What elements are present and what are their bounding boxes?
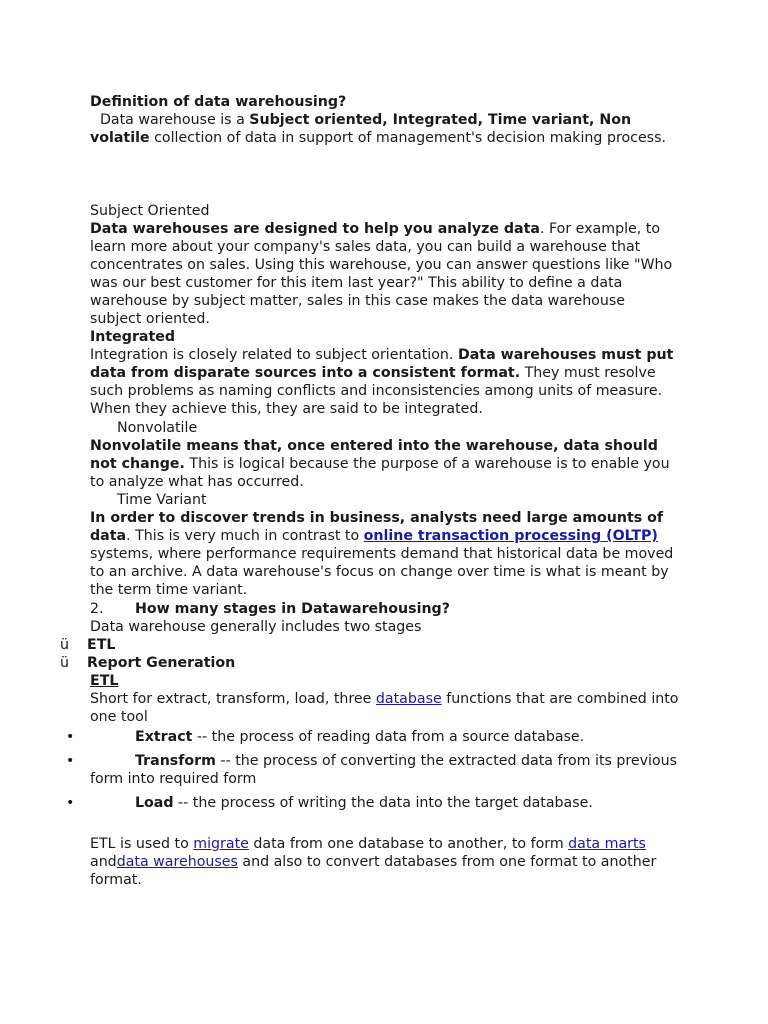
check-icon: ü <box>60 637 69 653</box>
extract-item <box>90 728 680 746</box>
definition-heading: Definition of data warehousing? <box>90 94 347 110</box>
transform-text: -- the process of converting the extracted data from its previous form into required form <box>90 753 678 788</box>
nonvolatile-bold: Nonvolatile means that, once entered into the warehouse, data should not change. <box>90 438 658 473</box>
time-variant-paragraph <box>90 509 680 599</box>
nonvolatile-text: This is logical because the purpose of a warehouse is to enable you to analyze what has occurred. <box>90 456 670 491</box>
nonvolatile-paragraph <box>90 437 680 491</box>
etl-text-b: functions that are combined into one tool <box>90 691 679 726</box>
definition-paragraph <box>90 111 680 147</box>
definition-text-b: collection of data in support of management's decision making process. <box>149 130 666 147</box>
question-2-heading: How many stages in Datawarehousing? <box>135 601 450 617</box>
integrated-paragraph <box>90 346 680 418</box>
time-variant-heading: Time Variant <box>117 492 207 508</box>
subject-oriented-bold: Data warehouses are designed to help you analyze data <box>90 221 540 237</box>
database-link[interactable]: database <box>375 691 442 707</box>
extract-text: -- the process of reading data from a source database. <box>192 729 585 745</box>
transform-item <box>90 752 680 788</box>
data-warehouses-link[interactable]: data warehouses <box>116 854 238 871</box>
bullet-icon: • <box>66 753 75 769</box>
etl-text-a: Short for extract, transform, load, three <box>90 691 376 707</box>
load-text: -- the process of writing the data into the target database. <box>173 795 593 811</box>
nonvolatile-heading: Nonvolatile <box>117 420 198 436</box>
time-variant-text-a: . This is very much in contrast to <box>126 528 364 545</box>
check-icon: ü <box>60 655 69 671</box>
definition-text-a: Data warehouse is a <box>100 112 250 128</box>
bullet-icon: • <box>66 729 75 745</box>
etl-usage-text-a: ETL is used to <box>90 836 194 852</box>
migrate-link[interactable]: migrate <box>193 836 249 852</box>
definition-bold: Subject oriented, Integrated, Time variant, Non volatile <box>90 112 632 147</box>
time-variant-text-b: systems, where performance requirements demand that historical data be moved to an archive. A data warehouse's focus on change over time is what is meant by the term time variant. <box>90 546 674 599</box>
etl-usage-paragraph <box>90 835 680 889</box>
question-2-number: 2. <box>90 601 104 617</box>
load-term: Load <box>135 795 174 811</box>
subject-oriented-paragraph <box>90 220 680 329</box>
stage-etl: ETL <box>87 637 116 653</box>
stages-intro: Data warehouse generally includes two stages <box>90 619 422 635</box>
integrated-text-b: They must resolve such problems as naming conflicts and inconsistencies among units of measure. When they achieve this, they are said to be integrated. <box>90 365 663 418</box>
data-marts-link[interactable]: data marts <box>568 836 646 852</box>
etl-definition <box>90 690 680 726</box>
stage-report-generation: Report Generation <box>87 655 236 671</box>
etl-usage-text-c: and <box>90 854 117 871</box>
transform-term: Transform <box>135 753 216 769</box>
load-item <box>90 794 680 812</box>
oltp-link[interactable]: online transaction processing (OLTP) <box>363 528 658 545</box>
integrated-heading: Integrated <box>90 329 176 345</box>
subject-oriented-text: . For example, to learn more about your company's sales data, you can build a warehouse that concentrates on sales. Using this warehouse, you can answer questions like "Who was our best customer for this item last year?" This ability to define a data warehouse by subject matter, sales in this case makes the data warehouse subject oriented. <box>90 221 673 328</box>
etl-usage-text-d: and also to convert databases from one format to another format. <box>90 854 657 889</box>
extract-term: Extract <box>135 729 193 745</box>
bullet-icon: • <box>66 795 75 811</box>
etl-heading: ETL <box>90 673 119 689</box>
time-variant-bold: In order to discover trends in business, analysts need large amounts of data <box>90 510 664 545</box>
integrated-text-a: Integration is closely related to subject orientation. <box>90 347 458 363</box>
subject-oriented-heading: Subject Oriented <box>90 203 210 219</box>
etl-usage-text-b: data from one database to another, to form <box>248 836 569 852</box>
integrated-bold: Data warehouses must put data from disparate sources into a consistent format. <box>90 347 674 382</box>
